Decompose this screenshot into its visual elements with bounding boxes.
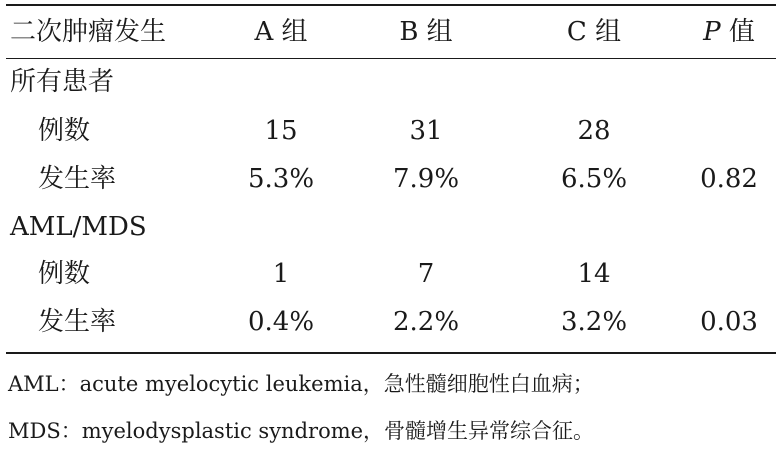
footnote-mds: MDS：myelodysplastic syndrome，骨髓增生异常综合征。 <box>8 419 595 443</box>
table-header-rule <box>6 58 776 59</box>
section-title: AML/MDS <box>10 212 147 242</box>
p-suffix: 值 <box>720 17 755 47</box>
row-label: 发生率 <box>38 307 117 337</box>
section-title: 所有患者 <box>10 67 115 97</box>
row-label: 例数 <box>38 116 91 146</box>
p-symbol: P <box>703 17 721 47</box>
table-top-rule <box>6 4 776 6</box>
row-label: 例数 <box>38 259 91 289</box>
footnote-aml: AML：acute myelocytic leukemia，急性髓细胞性白血病； <box>8 372 594 396</box>
header-label: 二次肿瘤发生 <box>10 17 167 47</box>
table-bottom-rule <box>6 352 776 354</box>
row-label: 发生率 <box>38 164 117 194</box>
